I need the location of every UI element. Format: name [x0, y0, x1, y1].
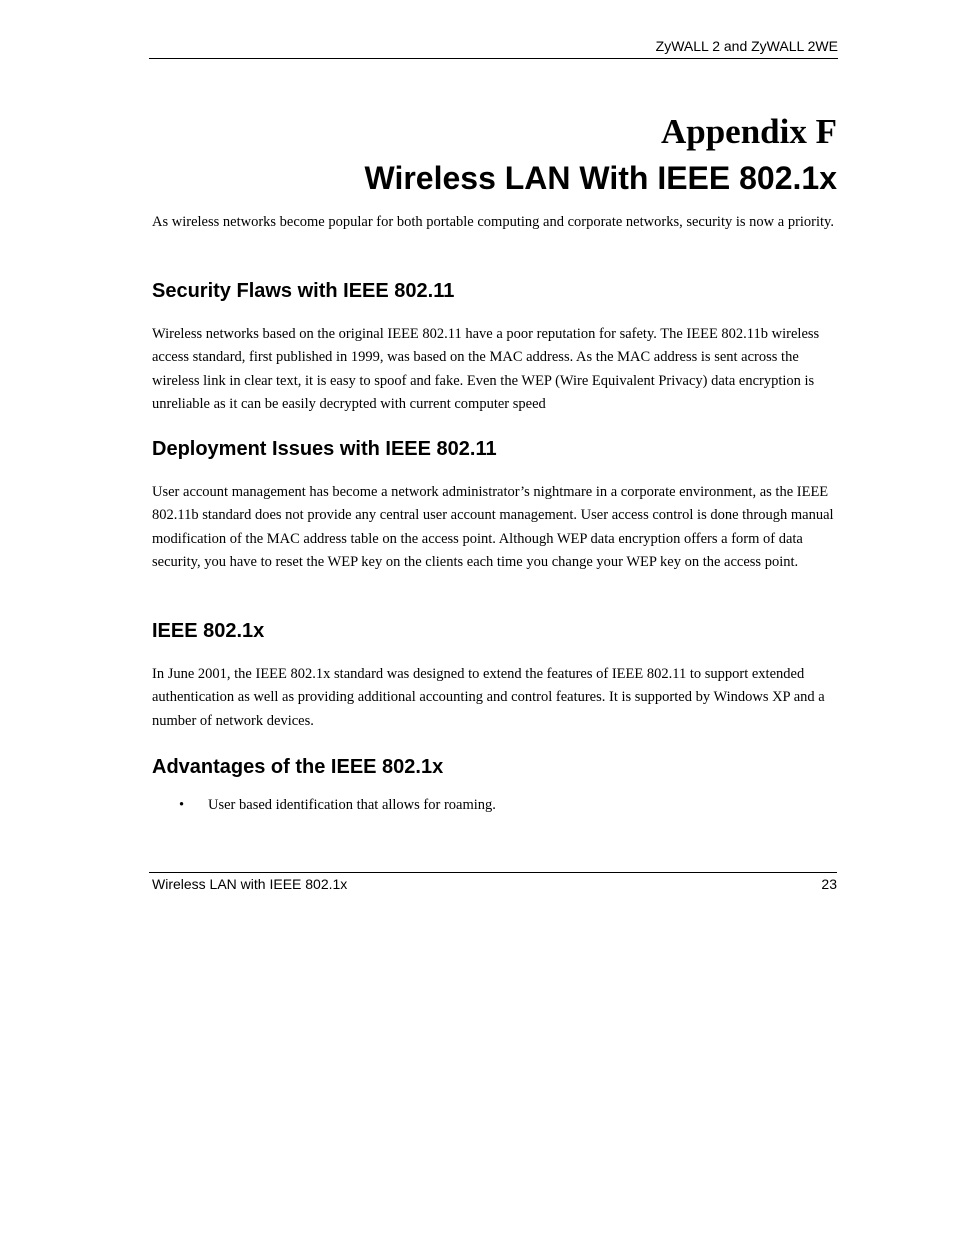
section-heading-deployment-issues: Deployment Issues with IEEE 802.11 [152, 438, 497, 460]
section-heading-security-flaws: Security Flaws with IEEE 802.11 [152, 280, 455, 302]
bullet-icon: • [179, 797, 185, 813]
list-item [152, 794, 838, 817]
section-heading-advantages: Advantages of the IEEE 802.1x [152, 756, 444, 778]
section-body-ieee-8021x: In June 2001, the IEEE 802.1x standard was designed to extend the features of IEEE 802.11 to support extended authentication as well as providing additional accounting and control features. It is supported by Windows XP and a number of network devices. [152, 666, 825, 729]
section-heading-ieee-8021x: IEEE 802.1x [152, 620, 265, 642]
appendix-title: Appendix F [660, 112, 837, 151]
advantages-list [152, 794, 838, 817]
section-body-deployment-issues: User account management has become a network administrator’s nightmare in a corporate environment, as the IEEE 802.11b standard does not provide any central user account management. User access control is done through manual modification of the MAC address table on the access point. Although WEP data encryption offers a form of data security, you have to reset the WEP key on the clients each time you change your WEP key on the access point. [152, 484, 834, 570]
header-product-name: ZyWALL 2 and ZyWALL 2WE [655, 38, 838, 54]
page-header [149, 36, 838, 59]
intro-paragraph: As wireless networks become popular for both portable computing and corporate networks, security is now a priority. [152, 214, 834, 230]
section-body-security-flaws: Wireless networks based on the original IEEE 802.11 have a poor reputation for safety. The IEEE 802.11b wireless access standard, first published in 1999, was based on the MAC address. As the MAC address is sent across the wireless link in clear text, it is easy to spoof and fake. Even the WEP (Wire Equivalent Privacy) data encryption is unreliable as it can be easily decrypted with current computer speed [152, 326, 820, 412]
page-footer [149, 872, 837, 895]
footer-chapter-title: Wireless LAN with IEEE 802.1x [152, 876, 348, 892]
page-number: 23 [821, 876, 837, 892]
chapter-title: Wireless LAN With IEEE 802.1x [364, 160, 837, 196]
list-item-text: User based identification that allows for roaming. [208, 797, 496, 813]
